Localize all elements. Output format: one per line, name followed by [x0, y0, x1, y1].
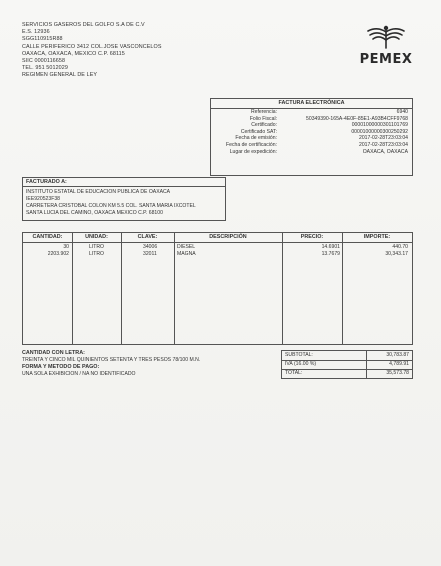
table-row [23, 244, 412, 251]
header-cantidad: CANTIDAD: [32, 234, 63, 240]
factura-label: Referencia: [250, 109, 277, 115]
forma-pago-label: FORMA Y METODO DE PAGO: [22, 364, 100, 370]
factura-label: Fecha de emisión: [235, 135, 277, 142]
header-importe: IMPORTE: [363, 234, 391, 240]
facturado-line: SANTA LUCIA DEL CAMINO, OAXACA MEXICO C.P. 68100 [26, 210, 163, 216]
issuer-block [22, 22, 162, 80]
issuer-address-line1: CALLE PERIFERICO 3412 COL.JOSE VASCONCELOS [22, 43, 162, 50]
cell-clave: 34006 [143, 244, 158, 250]
factura-label: Certificado SAT: [240, 128, 277, 135]
cantidad-letra-label: CANTIDAD CON LETRA: [22, 350, 85, 356]
cell-cantidad: 30 [63, 244, 69, 250]
cell-cantidad: 2203.902 [47, 251, 69, 257]
cell-unidad: LITRO [89, 251, 105, 257]
factura-row [211, 109, 412, 116]
items-header-row [23, 233, 412, 243]
facturado-line: CARRETERA CRISTOBAL COLON KM 5.5 COL. SANTA MARIA IXCOTEL [26, 203, 196, 209]
issuer-sic: SIIC 0000116658 [22, 58, 66, 65]
facturado-line: INSTITUTO ESTATAL DE EDUCACION PUBLICA DE OAXACA [26, 189, 171, 195]
facturado-title: FACTURADO A: [23, 178, 225, 187]
factura-value: 00001000000301101769 [351, 122, 408, 129]
cell-descripcion: MAGNA [177, 251, 196, 257]
factura-row [211, 116, 412, 123]
payment-info [22, 350, 200, 378]
factura-value: 2017-02-28T23:03:04 [359, 141, 408, 148]
issuer-name: SERVICIOS GASEROS DEL GOLFO S.A DE C.V [22, 22, 145, 28]
cell-unidad: LITRO [89, 244, 105, 250]
issuer-regimen: REGIMEN GENERAL DE LEY [22, 72, 98, 79]
issuer-rfc: SGG110915R88 [22, 36, 63, 43]
header-clave: CLAVE: [137, 234, 158, 240]
cell-importe: 440.70 [392, 244, 408, 250]
cell-precio: 14.6901 [321, 244, 340, 250]
total-label: TOTAL: [285, 370, 303, 376]
subtotal-label: SUBTOTAL: [285, 352, 313, 358]
factura-row [211, 149, 412, 156]
header-unidad: UNIDAD: [85, 234, 108, 240]
totals-box [281, 350, 413, 379]
forma-pago-value: UNA SOLA EXHIBICION / NA NO IDENTIFICADO [22, 371, 136, 377]
facturado-a-box [22, 177, 226, 221]
pemex-logo [356, 22, 416, 66]
total-row [282, 369, 412, 378]
header-descripcion: DESCRIPCIÓN [209, 234, 247, 240]
cell-importe: 30,343.17 [385, 251, 408, 257]
cell-descripcion: DIESEL [177, 244, 196, 250]
factura-value: OAXACA, OAXACA [362, 148, 408, 155]
issuer-tel: TEL. 951 5012029 [22, 65, 68, 72]
factura-value: 00001000000300250292 [351, 128, 408, 135]
factura-label: Folio Fiscal: [249, 115, 277, 122]
factura-value: 50349390-165A-4E0F-85E1-A93B4CFF9768 [306, 115, 408, 122]
factura-title: FACTURA ELECTRÓNICA [211, 99, 412, 109]
factura-electronica-box [210, 98, 413, 176]
issuer-es: E.S. 12936 [22, 29, 50, 36]
facturado-line: IEE920523F38 [26, 196, 60, 202]
factura-value: 2017-02-28T23:03:04 [359, 135, 408, 142]
cell-precio: 13.7679 [321, 251, 340, 257]
cantidad-letra-value: TREINTA Y CINCO MIL QUINIENTOS SETENTA Y TRES PESOS 78/100 M.N. [22, 357, 201, 363]
factura-row [211, 142, 412, 149]
factura-row [211, 135, 412, 142]
cell-clave: 32011 [143, 251, 157, 257]
issuer-address-line2: OAXACA, OAXACA, MEXICO C.P. 68115 [22, 50, 125, 57]
factura-row [211, 122, 412, 129]
subtotal-value: 30,783.87 [386, 352, 409, 358]
total-value: 35,573.78 [386, 370, 409, 376]
iva-label: IVA (16.00 %) [285, 361, 317, 367]
factura-value: 6940 [396, 109, 408, 115]
items-table [22, 232, 413, 345]
facturado-lines [23, 187, 225, 219]
factura-label: Lugar de expedición: [229, 148, 277, 155]
logo-wordmark: PEMEX [359, 52, 413, 67]
factura-label: Certificado: [251, 122, 277, 129]
eagle-icon [356, 22, 416, 52]
table-row [23, 251, 412, 258]
header-precio: PRECIO: [300, 234, 324, 240]
factura-label: Fecha de certificación: [226, 141, 277, 148]
iva-value: 4,789.91 [389, 361, 409, 367]
factura-row [211, 129, 412, 136]
